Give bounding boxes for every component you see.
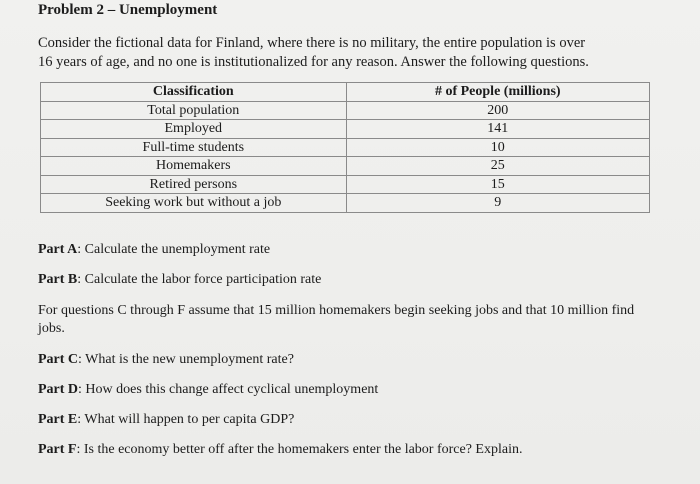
table-row	[41, 138, 650, 157]
people-cell: 141	[346, 120, 649, 139]
people-cell: 25	[346, 157, 649, 176]
part-b-label: Part B	[38, 272, 78, 287]
people-cell: 200	[346, 101, 649, 120]
part-d-text: : How does this change affect cyclical unemployment	[78, 382, 379, 397]
part-d-label: Part D	[38, 382, 79, 397]
part-e	[38, 412, 294, 428]
table-row	[41, 120, 650, 139]
intro-line-2: 16 years of age, and no one is institutionalized for any reason. Answer the following questions.	[38, 54, 589, 70]
problem-title: Problem 2 – Unemployment	[38, 2, 218, 18]
intro-paragraph	[38, 34, 658, 72]
part-f-label: Part F	[38, 442, 77, 457]
part-b	[38, 272, 321, 288]
classification-cell: Retired persons	[41, 175, 347, 194]
part-f-text: : Is the economy better off after the homemakers enter the labor force? Explain.	[76, 442, 523, 457]
table-row	[41, 175, 650, 194]
table-row	[41, 101, 650, 120]
part-e-label: Part E	[38, 412, 78, 427]
header-classification: Classification	[41, 83, 347, 102]
part-f	[38, 442, 522, 458]
classification-cell: Total population	[41, 101, 347, 120]
classification-cell: Full-time students	[41, 138, 347, 157]
classification-cell: Employed	[41, 120, 347, 139]
table-header-row	[41, 83, 650, 102]
population-table	[40, 82, 650, 213]
people-cell: 10	[346, 138, 649, 157]
people-cell: 9	[346, 194, 649, 213]
header-people: # of People (millions)	[346, 83, 649, 102]
people-cell: 15	[346, 175, 649, 194]
classification-cell: Seeking work but without a job	[41, 194, 347, 213]
intro-line-1: Consider the fictional data for Finland, where there is no military, the entire population is over	[38, 35, 586, 51]
part-a	[38, 242, 270, 258]
part-c	[38, 352, 294, 368]
part-e-text: : What will happen to per capita GDP?	[77, 412, 295, 427]
assumption-note: For questions C through F assume that 15 million homemakers begin seeking jobs and that 10 million find jobs.	[38, 303, 635, 336]
table-row	[41, 157, 650, 176]
part-a-text: : Calculate the unemployment rate	[77, 242, 271, 257]
table-row	[41, 194, 650, 213]
part-c-label: Part C	[38, 352, 79, 367]
part-c-text: : What is the new unemployment rate?	[78, 352, 294, 367]
part-b-text: : Calculate the labor force participation rate	[77, 272, 322, 287]
part-a-label: Part A	[38, 242, 78, 257]
classification-cell: Homemakers	[41, 157, 347, 176]
part-d	[38, 382, 378, 398]
